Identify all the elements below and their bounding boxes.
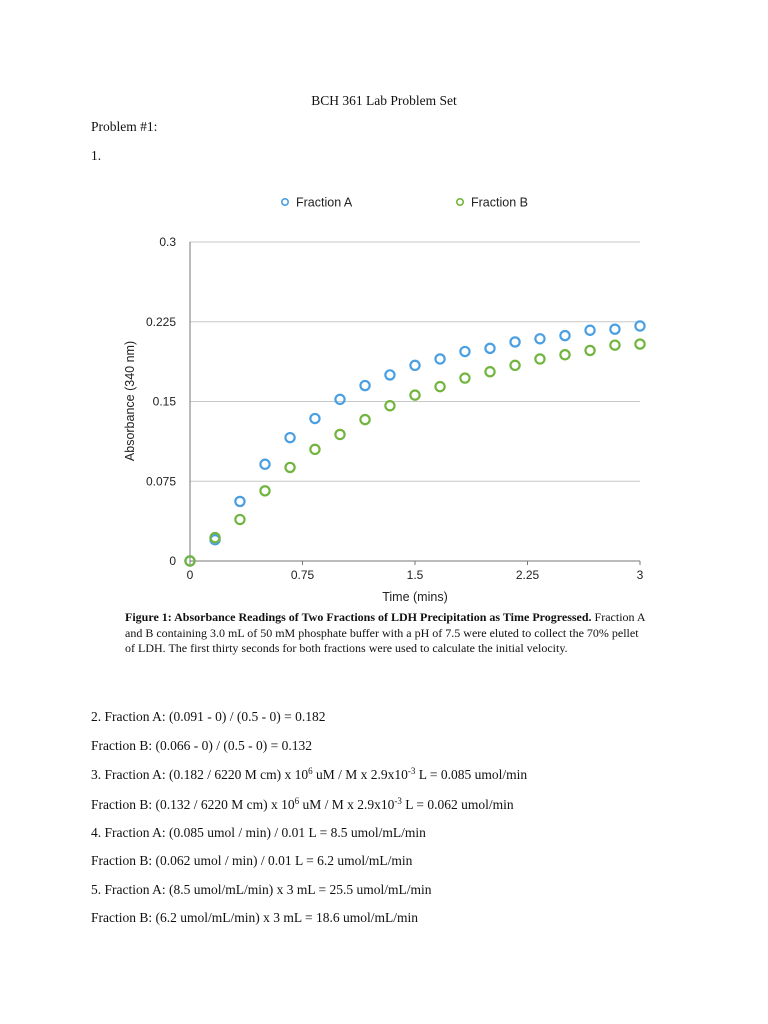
- point-fraction-a-15: [560, 331, 569, 340]
- problem-heading: Problem #1:: [91, 119, 158, 134]
- point-fraction-a-4: [285, 433, 294, 442]
- figure-caption: [125, 610, 645, 657]
- x-tick-label: 2.25: [515, 568, 540, 582]
- point-fraction-b-12: [485, 367, 494, 376]
- absorbance-chart: [110, 185, 670, 605]
- y-tick-label: 0.075: [145, 474, 176, 489]
- point-fraction-b-13: [510, 361, 519, 370]
- point-fraction-a-7: [360, 381, 369, 390]
- calc-line-3a: 3. Fraction A: (0.182 / 6220 M cm) x $10^6$ uM / M x $2.9x10^{-3}$ L = 0.085 umol/min: [91, 766, 528, 782]
- point-fraction-b-3: [260, 486, 269, 495]
- calc-line-4b: Fraction B: (0.062 umol / min) / 0.01 L = 6.2 umol/mL/min: [91, 853, 413, 868]
- x-tick-label: 0: [186, 568, 194, 582]
- point-fraction-b-6: [335, 430, 344, 439]
- point-fraction-b-9: [410, 391, 419, 400]
- point-fraction-b-7: [360, 415, 369, 424]
- y-tick-label: 0.3: [159, 235, 176, 249]
- point-fraction-a-3: [260, 460, 269, 469]
- x-axis-title: Time (mins): [382, 590, 448, 604]
- caption-text: Fraction A and B containing 3.0 mL of 50 mM phosphate buffer with a pH of 7.5 were eluted to collect the 70% pellet of LDH. The first thirty seconds for both fractions were used to calculate the initial velocity.: [125, 610, 645, 655]
- legend-label-fraction-b: Fraction B: [471, 195, 528, 210]
- point-fraction-b-5: [310, 445, 319, 454]
- x-tick-label: 3: [636, 568, 644, 582]
- point-fraction-b-11: [460, 374, 469, 383]
- calc-line-3b: Fraction B: (0.132 / 6220 M cm) x $10^6$ uM / M x $2.9x10^{-3}$ L = 0.062 umol/min: [91, 796, 514, 812]
- point-fraction-a-14: [535, 334, 544, 343]
- y-tick-label: 0.15: [152, 394, 176, 409]
- point-fraction-a-18: [635, 321, 644, 330]
- calc-line-5a: 5. Fraction A: (8.5 umol/mL/min) x 3 mL = 25.5 umol/mL/min: [91, 882, 432, 897]
- point-fraction-a-10: [435, 354, 444, 363]
- legend-label-fraction-a: Fraction A: [296, 195, 353, 210]
- calc-line-5b: Fraction B: (6.2 umol/mL/min) x 3 mL = 18.6 umol/mL/min: [91, 910, 418, 925]
- y-axis-title: Absorbance (340 nm): [123, 340, 137, 462]
- point-fraction-b-14: [535, 354, 544, 363]
- point-fraction-b-15: [560, 350, 569, 359]
- calc-line-4a: 4. Fraction A: (0.085 umol / min) / 0.01 L = 8.5 umol/mL/min: [91, 825, 426, 840]
- y-tick-label: 0: [169, 554, 176, 568]
- point-fraction-a-5: [310, 414, 319, 423]
- y-tick-label: 0.225: [145, 314, 176, 329]
- point-fraction-a-17: [610, 325, 619, 334]
- calc-line-2a: 2. Fraction A: (0.091 - 0) / (0.5 - 0) = 0.182: [91, 709, 326, 724]
- legend-marker-fraction-b: [457, 199, 463, 205]
- point-fraction-a-8: [385, 370, 394, 379]
- chart-legend: [282, 196, 528, 210]
- point-fraction-b-8: [385, 401, 394, 410]
- point-fraction-a-13: [510, 337, 519, 346]
- point-fraction-b-10: [435, 382, 444, 391]
- point-fraction-b-2: [235, 515, 244, 524]
- point-fraction-a-9: [410, 361, 419, 370]
- point-fraction-a-16: [585, 326, 594, 335]
- legend-marker-fraction-a: [282, 199, 288, 205]
- calc-line-2b: Fraction B: (0.066 - 0) / (0.5 - 0) = 0.132: [91, 738, 312, 753]
- point-fraction-b-18: [635, 339, 644, 348]
- caption-title: Figure 1: Absorbance Readings of Two Fractions of LDH Precipitation as Time Progressed.: [125, 610, 592, 624]
- point-fraction-a-11: [460, 347, 469, 356]
- point-fraction-a-2: [235, 497, 244, 506]
- item-number-1: 1.: [91, 148, 102, 163]
- point-fraction-a-12: [485, 344, 494, 353]
- point-fraction-a-6: [335, 395, 344, 404]
- point-fraction-b-17: [610, 341, 619, 350]
- document-title: BCH 361 Lab Problem Set: [311, 93, 457, 108]
- x-tick-label: 1.5: [406, 568, 424, 582]
- x-tick-label: 0.75: [290, 568, 315, 582]
- point-fraction-b-16: [585, 346, 594, 355]
- point-fraction-b-4: [285, 463, 294, 472]
